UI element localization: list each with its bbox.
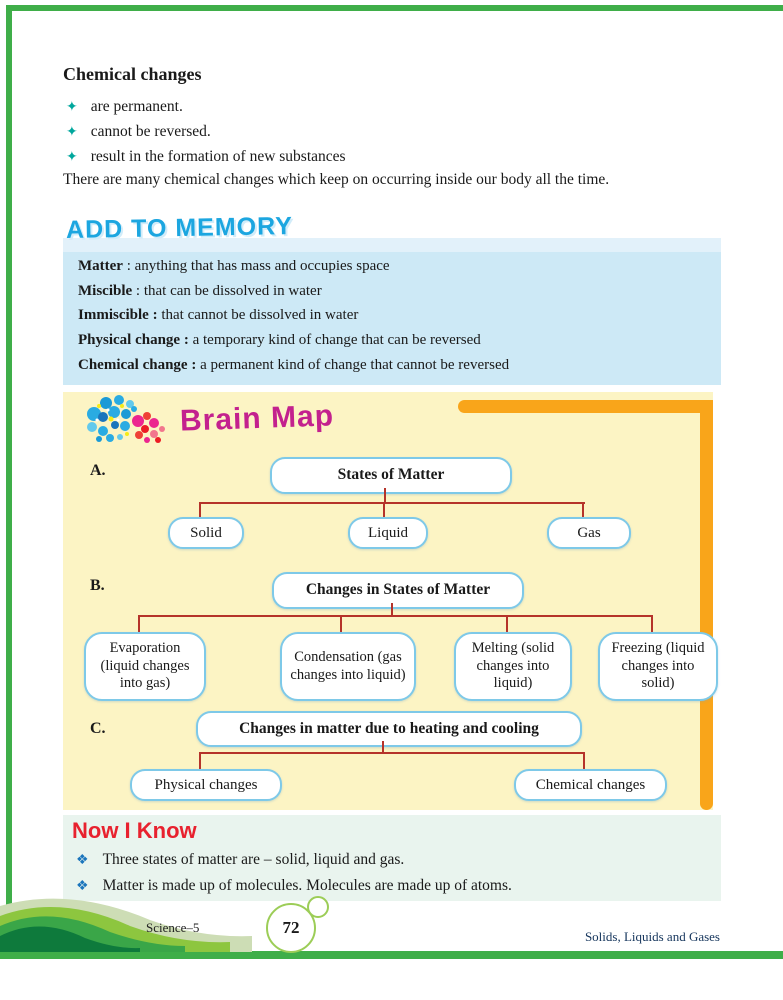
tree-connector-line (582, 503, 584, 518)
definition-item-miscible (78, 283, 322, 300)
bullet-text: result in the formation of new substances (90, 148, 346, 165)
diamond-bullet-icon: ❖ (76, 879, 89, 894)
tree-a-child-liquid: Liquid (348, 517, 428, 549)
accent-bar-right (700, 400, 713, 810)
bullet-text: cannot be reversed. (90, 123, 211, 140)
tree-c-root: Changes in matter due to heating and cooling (196, 711, 582, 747)
definition-text: a permanent kind of change that cannot be reversed (196, 357, 510, 373)
tree-c-child-chemical-changes: Chemical changes (514, 769, 667, 801)
definition-term: Chemical change : (78, 357, 197, 373)
now-i-know-bullet-1 (76, 851, 404, 869)
definition-text: : that can be dissolved in water (132, 283, 322, 299)
grass-decoration (0, 886, 252, 952)
tree-connector-line (138, 616, 140, 632)
definition-item-matter (78, 258, 390, 275)
now-i-know-title: Now I Know (72, 818, 197, 843)
tree-connector-line (199, 502, 585, 504)
bullet-text: Three states of matter are – solid, liquid and gas. (102, 851, 405, 868)
definition-text: that cannot be dissolved in water (157, 307, 359, 323)
star-bullet-icon: ✦ (66, 150, 78, 165)
page-number: 72 (282, 918, 300, 937)
page-border-top (6, 5, 783, 11)
chemical-changes-bullet-2 (66, 123, 211, 141)
definition-term: Physical change : (78, 332, 189, 348)
definition-term: Matter (78, 258, 123, 274)
tree-connector-line (138, 615, 653, 617)
tree-b-child-evaporation: Evaporation (liquid changes into gas) (84, 632, 206, 701)
tree-a-child-solid: Solid (168, 517, 244, 549)
tree-b-child-condensation: Condensation (gas changes into liquid) (280, 632, 416, 701)
tree-b-root: Changes in States of Matter (272, 572, 524, 609)
definition-text: a temporary kind of change that can be reversed (188, 332, 481, 348)
tree-connector-line (651, 616, 653, 632)
page-border-bottom (0, 951, 783, 959)
definition-item-chemical-change (78, 357, 509, 374)
star-bullet-icon: ✦ (66, 100, 78, 115)
tree-connector-line (199, 752, 585, 754)
tree-connector-line (506, 616, 508, 632)
tree-a-root: States of Matter (270, 457, 512, 494)
definition-text: : anything that has mass and occupies space (122, 258, 390, 274)
tree-connector-line (199, 503, 201, 518)
tree-connector-line (199, 753, 201, 770)
bullet-text: are permanent. (90, 98, 183, 115)
brain-map-title: Brain Map (179, 399, 335, 438)
footer-chapter-title: Solids, Liquids and Gases (584, 929, 720, 944)
tree-c-label: C. (90, 720, 106, 737)
tree-c-child-physical-changes: Physical changes (130, 769, 282, 801)
page-border-left (6, 5, 12, 952)
chemical-changes-heading: Chemical changes (63, 64, 202, 84)
tree-a-child-gas: Gas (547, 517, 631, 549)
chemical-changes-bullet-1 (66, 98, 183, 116)
footer-book-title: Science–5 (146, 920, 200, 935)
definition-term: Miscible (78, 283, 133, 299)
page-number-bubble (266, 903, 316, 953)
brain-icon (80, 390, 172, 452)
tree-b-child-melting: Melting (solid changes into liquid) (454, 632, 572, 701)
add-to-memory-title: ADD TO MEMORY (65, 212, 294, 244)
star-bullet-icon: ✦ (66, 125, 78, 140)
definition-item-immiscible (78, 307, 358, 324)
definition-term: Immiscible : (78, 307, 158, 323)
tree-connector-line (383, 503, 385, 518)
chemical-changes-bullet-3 (66, 148, 346, 166)
tree-a-label: A. (90, 462, 106, 479)
chemical-changes-paragraph: There are many chemical changes which keep on occurring inside our body all the time. (63, 171, 610, 188)
tree-b-label: B. (90, 577, 105, 594)
diamond-bullet-icon: ❖ (76, 853, 89, 868)
tree-connector-line (384, 488, 386, 503)
tree-b-child-freezing: Freezing (liquid changes into solid) (598, 632, 718, 701)
definition-item-physical-change (78, 332, 481, 349)
tree-connector-line (340, 616, 342, 632)
bullet-text: Matter is made up of molecules. Molecules are made up of atoms. (102, 877, 512, 894)
accent-bar-top (458, 400, 713, 413)
tree-connector-line (583, 753, 585, 770)
